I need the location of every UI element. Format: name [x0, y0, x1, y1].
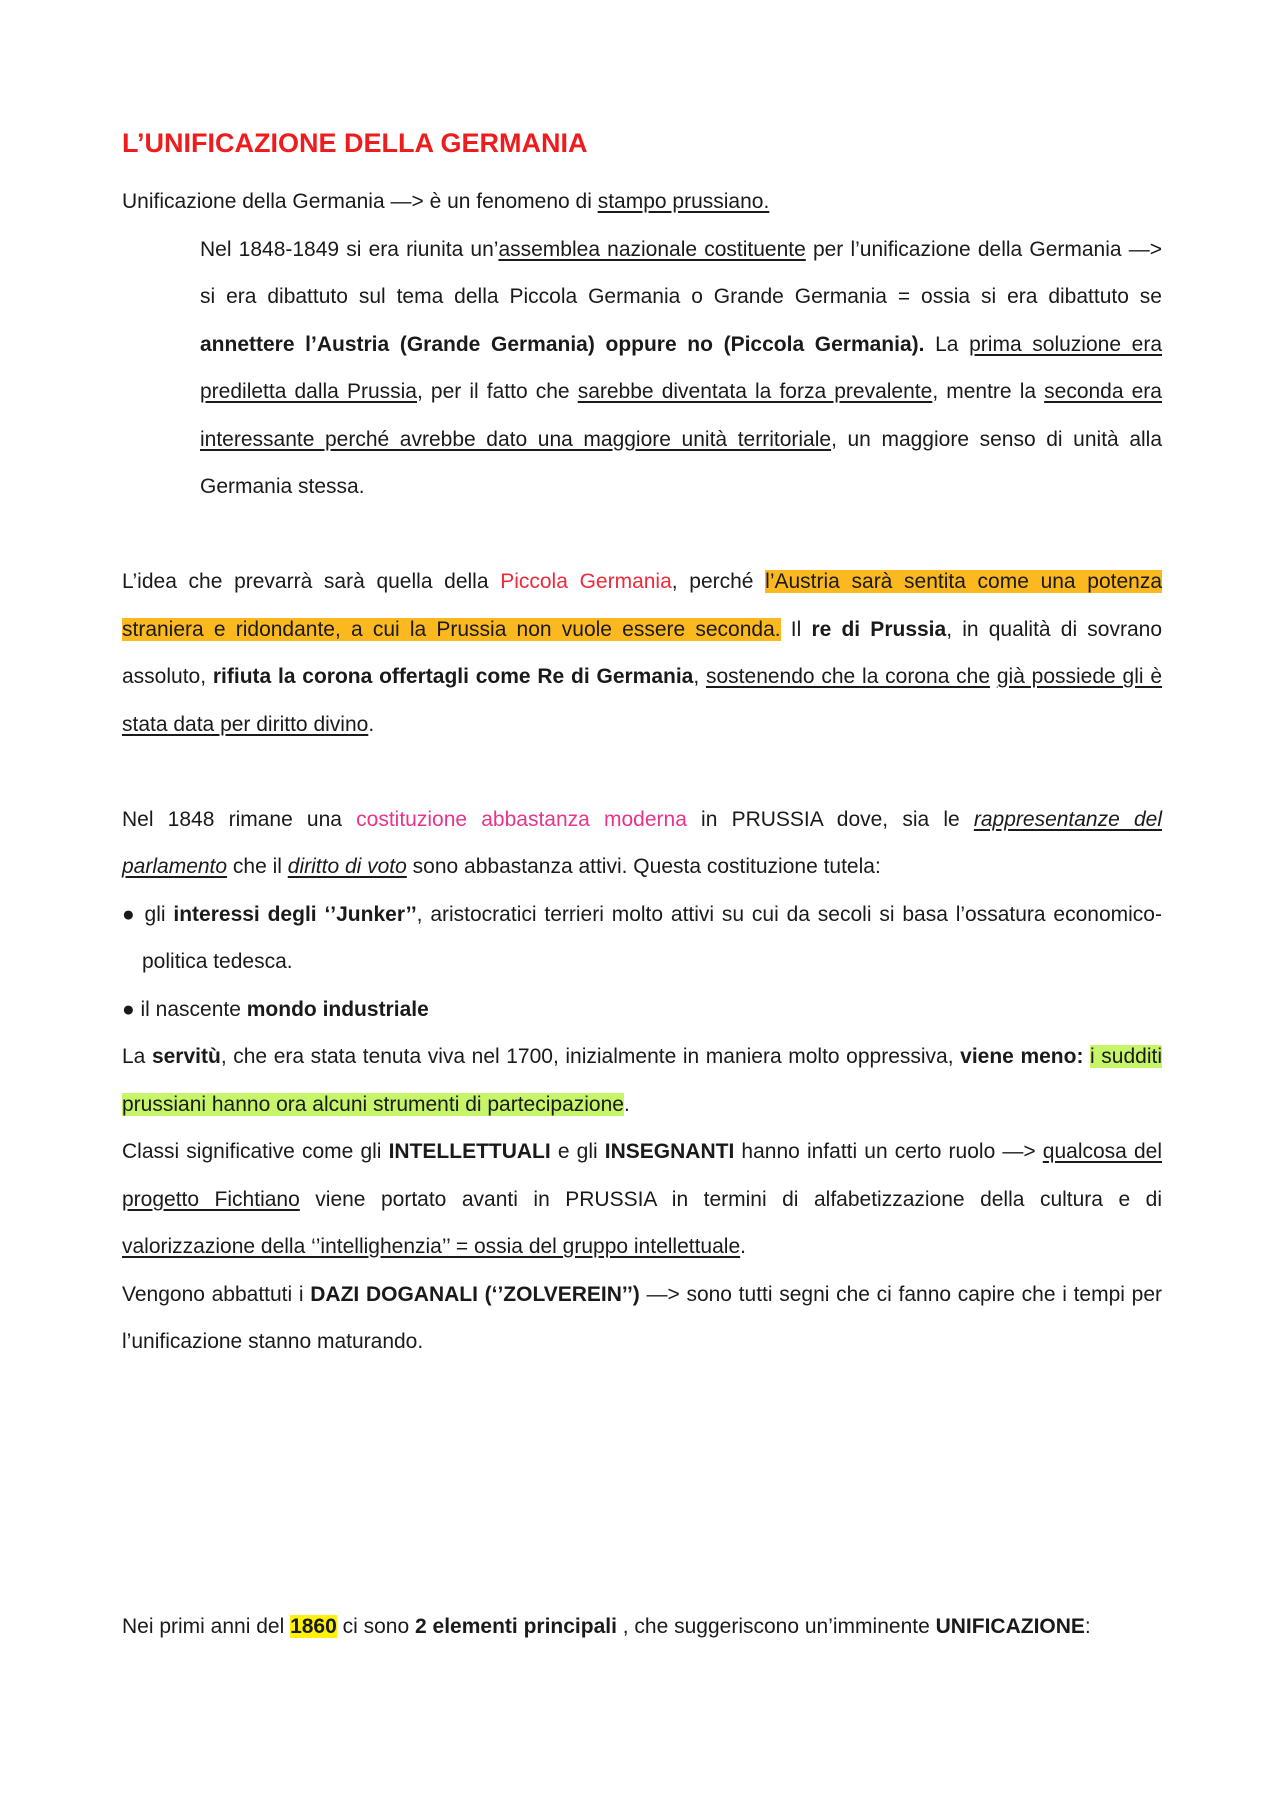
assembly-paragraph: Nel 1848-1849 si era riunita un’assemblea nazionale costituente per l’unificazione della Germania —> si era dibattuto sul tema della Piccola Germania o Grande Germania = ossia si era dibattuto se annettere l’Austria (Grande Germania) oppure no (Piccola Germania). La prima soluzione era prediletta dalla Prussia, per il fatto che sarebbe diventata la forza prevalente, mentre la seconda era interessante perché avrebbe dato una maggiore unità territoriale, un maggiore senso di unità alla Germania stessa.	[200, 237, 1163, 498]
highlight-orange: l’Austria sarà sentita come una potenza straniera e ridondante, a cui la Prussia non vuole essere seconda.	[122, 570, 1163, 641]
piccola-germania-paragraph: L’idea che prevarrà sarà quella della Piccola Germania, perché l’Austria sarà sentita come una potenza straniera e ridondante, a cui la Prussia non vuole essere seconda. Il re di Prussia, in qualità di sovrano assoluto, rifiuta la corona offertagli come Re di Germania, sostenendo che la corona che già possiede gli è stata data per diritto divino.	[122, 570, 1163, 736]
blank-line	[122, 748, 1162, 796]
blank-line	[122, 511, 1162, 559]
constitution-paragraph: Nel 1848 rimane una costituzione abbastanza moderna in PRUSSIA dove, sia le rappresentanze del parlamento che il diritto di voto sono abbastanza attivi. Questa costituzione tutela:	[122, 807, 1162, 878]
1860-paragraph: Nei primi anni del 1860 ci sono 2 elementi principali , che suggeriscono un’imminente UNIFICAZIONE:	[122, 1614, 1091, 1638]
highlight-green: i sudditi prussiani hanno ora alcuni strumenti di partecipazione	[122, 1045, 1162, 1116]
list-item-junker: ● gli interessi degli ‘’Junker’’, aristocratici terrieri molto attivi su cui da secoli si basa l’ossatura economico-politica tedesca.	[122, 902, 1162, 973]
customs-paragraph: Vengono abbattuti i DAZI DOGANALI (‘’ZOLVEREIN’’) —> sono tutti segni che ci fanno capire che i tempi per l’unificazione stanno maturando.	[122, 1282, 1162, 1353]
blank-space	[122, 1366, 1162, 1603]
intro-paragraph: Unificazione della Germania —> è un fenomeno di stampo prussiano.	[122, 190, 770, 213]
highlight-yellow: 1860	[290, 1614, 337, 1638]
document-page	[122, 126, 1162, 1650]
page-title: L’UNIFICAZIONE DELLA GERMANIA	[122, 128, 588, 158]
intellectuals-paragraph: Classi significative come gli INTELLETTUALI e gli INSEGNANTI hanno infatti un certo ruolo —> qualcosa del progetto Fichtiano viene portato avanti in PRUSSIA in termini di alfabetizzazione della cultura e di valorizzazione della ‘’intellighenzia’’ = ossia del gruppo intellettuale.	[122, 1140, 1162, 1258]
servitude-paragraph: La servitù, che era stata tenuta viva nel 1700, inizialmente in maniera molto oppressiva, viene meno: i sudditi prussiani hanno ora alcuni strumenti di partecipazione.	[122, 1045, 1162, 1116]
list-item-industrial: ● il nascente mondo industriale	[122, 997, 429, 1021]
